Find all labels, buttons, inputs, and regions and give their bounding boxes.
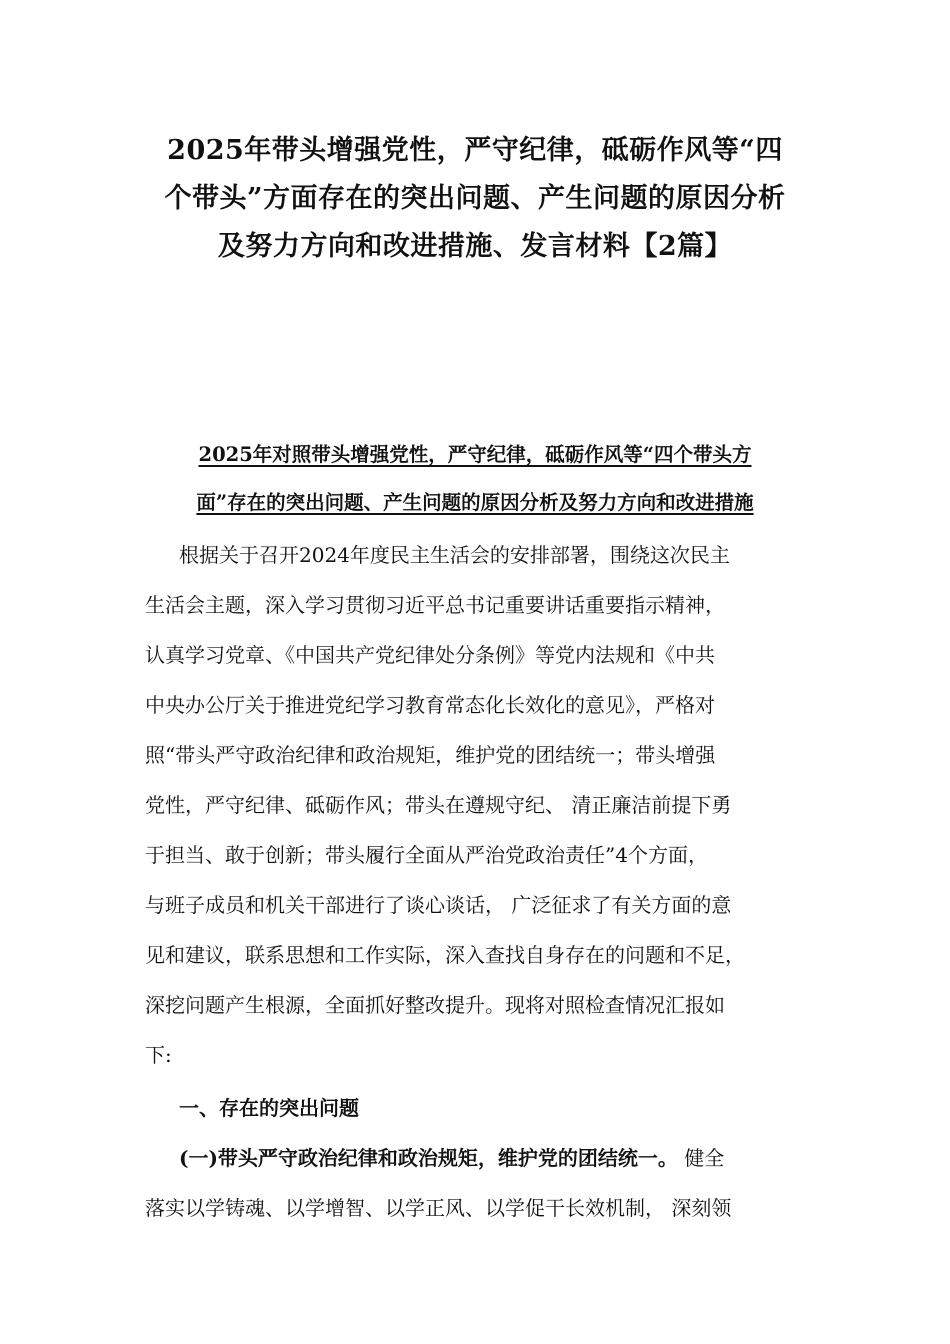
body-text: [145, 530, 835, 1233]
main-title-line: 2025年带头增强党性，严守纪律，砥砺作风等“四: [167, 135, 783, 166]
item-text: 健全: [677, 1146, 725, 1170]
paragraph-line: [145, 1133, 835, 1183]
main-title-line: 个带头”方面存在的突出问题、产生问题的原因分析: [164, 183, 786, 214]
paragraph-line: 党性，严守纪律、砥砺作风；带头在遵规守纪、 清正廉洁前提下勇: [145, 793, 732, 817]
paragraph-line: 中央办公厅关于推进党纪学习教育常态化长效化的意见》，严格对: [145, 693, 715, 717]
paragraph-line: 生活会主题，深入学习贯彻习近平总书记重要讲话重要指示精神，: [145, 593, 725, 617]
paragraph-line: 照“带头严守政治纪律和政治规矩，维护党的团结统一；带头增强: [145, 743, 716, 767]
paragraph-line: 与班子成员和机关干部进行了谈心谈话， 广泛征求了有关方面的意: [145, 893, 732, 917]
paragraph-line: 认真学习党章、《中国共产党纪律处分条例》等党内法规和《中共: [145, 643, 715, 667]
sub-title-text: 2025年对照带头增强党性，严守纪律，砥砺作风等“四个带头方: [198, 443, 752, 466]
paragraph-line: 见和建议，联系思想和工作实际，深入查找自身存在的问题和不足，: [145, 943, 745, 967]
section-heading: 一、存在的突出问题: [179, 1096, 359, 1120]
sub-title-line: [120, 431, 830, 479]
paragraph-line: 于担当、敢于创新；带头履行全面从严治党政治责任”4个方面，: [145, 843, 708, 867]
sub-title: [120, 431, 830, 527]
sub-title-line: [120, 479, 830, 527]
item-heading: (一)带头严守政治纪律和政治规矩，维护党的团结统一。: [179, 1146, 678, 1170]
paragraph-line: 落实以学铸魂、以学增智、以学正风、以学促干长效机制， 深刻领: [145, 1196, 732, 1220]
main-title: [120, 127, 830, 271]
paragraph-line: 深挖问题产生根源，全面抓好整改提升。现将对照检查情况汇报如: [145, 993, 725, 1017]
sub-title-text: 面”存在的突出问题、产生问题的原因分析及努力方向和改进措施: [196, 491, 754, 514]
paragraph-line: 根据关于召开2024年度民主生活会的安排部署，围绕这次民主: [179, 543, 730, 567]
main-title-line: 及努力方向和改进措施、发言材料【2篇】: [217, 231, 733, 262]
paragraph-line: 下:: [145, 1043, 172, 1067]
